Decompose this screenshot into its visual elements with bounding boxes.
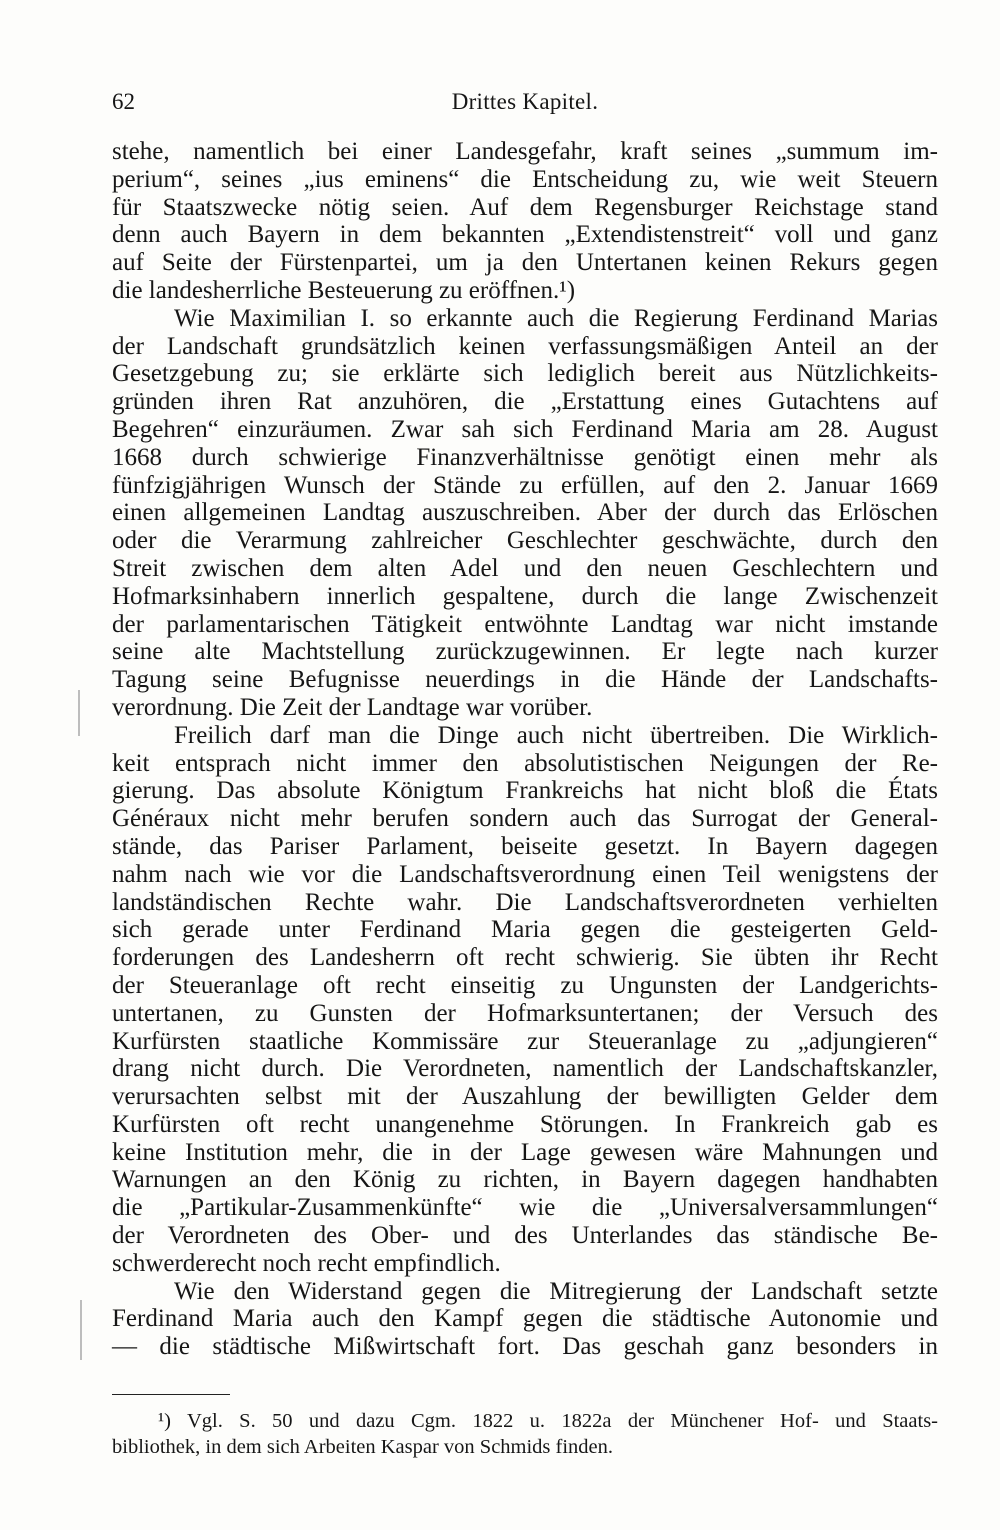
text-line: Tagung seine Befugnisse neuerdings in die Hände der Landschafts- — [112, 666, 938, 694]
text-line: Généraux nicht mehr berufen sondern auch das Surrogat der General- — [112, 805, 938, 833]
text-line: fünfzigjährigen Wunsch der Stände zu erfüllen, auf den 2. Januar 1669 — [112, 471, 938, 499]
text-line: gründen ihren Rat anzuhören, die „Erstattung eines Gutachtens auf — [112, 388, 938, 416]
text-line: Wie den Widerstand gegen die Mitregierung der Landschaft setzte — [174, 1277, 938, 1305]
chapter-title: Drittes Kapitel. — [451, 89, 599, 114]
text-line: Wie Maximilian I. so erkannte auch die Regierung Ferdinand Marias — [174, 304, 938, 332]
text-line: einen allgemeinen Landtag auszuschreiben. Aber der durch das Erlöschen — [112, 499, 938, 527]
text-line: Kurfürsten staatliche Kommissäre zur Steueranlage zu „adjungieren“ — [112, 1027, 938, 1055]
text-line: perium“, seines „ius eminens“ die Entscheidung zu, wie weit Steuern — [112, 165, 938, 193]
paragraph-3 — [112, 722, 938, 1278]
text-line: seine alte Machtstellung zurückzugewinnen. Er legte nach kurzer — [112, 638, 938, 666]
text-line: der Steueranlage oft recht einseitig zu Ungunsten der Landgerichts- — [112, 971, 938, 999]
paragraph-4 — [112, 1278, 938, 1361]
text-line: verordnung. Die Zeit der Landtage war vorüber. — [112, 693, 593, 721]
text-line: sich gerade unter Ferdinand Maria gegen die gesteigerten Geld- — [112, 916, 938, 944]
text-line: keine Institution mehr, die in der Lage gewesen wäre Mahnungen und — [112, 1138, 938, 1166]
text-line: denn auch Bayern in dem bekannten „Extendistenstreit“ voll und ganz — [112, 221, 938, 249]
text-line: — die städtische Mißwirtschaft fort. Das geschah ganz besonders in — [112, 1333, 938, 1361]
text-line: oder die Verarmung zahlreicher Geschlechter geschwächte, durch den — [112, 527, 938, 555]
footnote-line: ¹) Vgl. S. 50 und dazu Cgm. 1822 u. 1822a der Münchener Hof- und Staats- — [158, 1410, 938, 1432]
text-line: der Verordneten des Ober- und des Unterlandes das ständische Be- — [112, 1222, 938, 1250]
footnote-line: bibliothek, in dem sich Arbeiten Kaspar von Schmids finden. — [112, 1436, 614, 1458]
footnote-rule — [112, 1394, 230, 1395]
text-line: Kurfürsten oft recht unangenehme Störungen. In Frankreich gab es — [112, 1110, 938, 1138]
text-line: Hofmarksinhabern innerlich gespaltene, durch die lange Zwischenzeit — [112, 582, 938, 610]
text-line: stehe, namentlich bei einer Landesgefahr, kraft seines „summum im- — [112, 138, 938, 165]
text-line: die „Partikular-Zusammenkünfte“ wie die „Universalversammlungen“ — [112, 1194, 938, 1222]
text-line: die landesherrliche Besteuerung zu eröffnen.¹) — [112, 276, 576, 304]
paragraph-1 — [112, 138, 938, 305]
text-line: 1668 durch schwierige Finanzverhältnisse genötigt einen mehr als — [112, 443, 938, 471]
text-line: drang nicht durch. Die Verordneten, namentlich der Landschaftskanzler, — [112, 1055, 938, 1083]
text-line: nahm nach wie vor die Landschaftsverordnung einen Teil wenigstens der — [112, 860, 938, 888]
text-line: Gesetzgebung zu; sie erklärte sich lediglich bereit aus Nützlichkeits- — [112, 360, 938, 388]
text-line: Begehren“ einzuräumen. Zwar sah sich Ferdinand Maria am 28. August — [112, 415, 938, 443]
text-line: schwerderecht noch recht empfindlich. — [112, 1249, 501, 1277]
text-line: Warnungen an den König zu richten, in Bayern dagegen handhabten — [112, 1166, 938, 1194]
text-line: landständischen Rechte wahr. Die Landschaftsverordneten verhielten — [112, 888, 938, 916]
text-line: für Staatszwecke nötig seien. Auf dem Regensburger Reichstage stand — [112, 193, 938, 221]
margin-scan-mark — [78, 690, 80, 736]
text-line: Streit zwischen dem alten Adel und den neuen Geschlechtern und — [112, 554, 938, 582]
text-line: gierung. Das absolute Königtum Frankreichs hat nicht bloß die États — [112, 777, 938, 805]
text-line: der parlamentarischen Tätigkeit entwöhnte Landtag war nicht imstande — [112, 610, 938, 638]
paragraph-2 — [112, 305, 938, 722]
text-line: stände, das Pariser Parlament, beiseite gesetzt. In Bayern dagegen — [112, 832, 938, 860]
body-text — [112, 138, 938, 1361]
page-number: 62 — [112, 89, 135, 114]
running-head — [112, 86, 938, 118]
text-line: auf Seite der Fürstenpartei, um ja den Untertanen keinen Rekurs gegen — [112, 249, 938, 277]
margin-scan-mark — [80, 1300, 82, 1360]
text-line: keit entsprach nicht immer den absolutistischen Neigungen der Re- — [112, 749, 938, 777]
text-line: untertanen, zu Gunsten der Hofmarksuntertanen; der Versuch des — [112, 999, 938, 1027]
footnote — [112, 1408, 938, 1460]
text-line: der Landschaft grundsätzlich keinen verfassungsmäßigen Anteil an der — [112, 332, 938, 360]
text-line: forderungen des Landesherrn oft recht schwierig. Sie übten ihr Recht — [112, 944, 938, 972]
text-line: verursachten selbst mit der Auszahlung der bewilligten Gelder dem — [112, 1083, 938, 1111]
text-line: Ferdinand Maria auch den Kampf gegen die städtische Autonomie und — [112, 1305, 938, 1333]
text-line: Freilich darf man die Dinge auch nicht übertreiben. Die Wirklich- — [174, 721, 938, 749]
